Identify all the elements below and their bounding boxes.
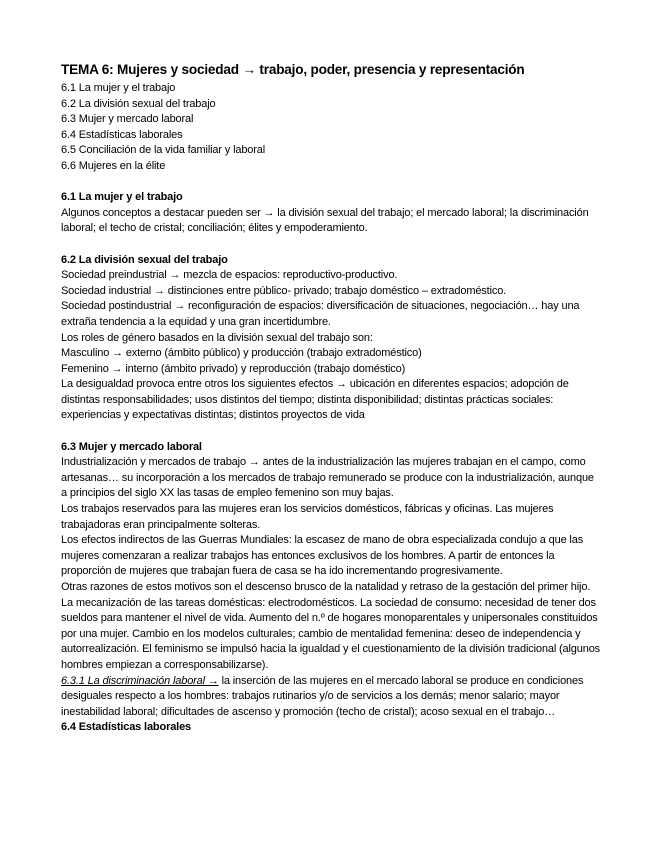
section-6-3 — [61, 440, 601, 721]
toc-item: 6.4 Estadísticas laborales — [61, 128, 183, 141]
section-heading: 6.4 Estadísticas laborales — [61, 721, 192, 734]
document-title: TEMA 6: Mujeres y sociedad → trabajo, poder, presencia y representación — [61, 62, 525, 77]
toc-item: 6.2 La división sexual del trabajo — [61, 97, 216, 110]
section-6-2 — [61, 253, 601, 425]
paragraph: Otras razones de estos motivos son el descenso brusco de la natalidad y retraso de la gestación del primer hijo. La mecanización de las tareas domésticas: electrodomésticos. La sociedad de consumo: necesidad de tener dos sueldos para mantener el nivel de vida. Aumento del n.º de hogares monoparentales y unipersonales constituidos por una mujer. Cambio en los modelos culturales; cambio de mentalidad femenina: deseo de independencia y autorrealización. El feminismo se impulsó hacia la igualdad y el cuestionamiento de la división tradicional (algunos hombres empiezan a corresponsabilizarse). — [61, 581, 601, 671]
paragraph: Los trabajos reservados para las mujeres eran los servicios domésticos, fábricas y oficinas. Las mujeres trabajadoras eran principalmente solteras. — [61, 503, 554, 531]
section-6-4 — [61, 720, 601, 736]
document-page — [61, 60, 601, 736]
paragraph: Sociedad preindustrial → mezcla de espacios: reproductivo-productivo. — [61, 269, 398, 282]
section-heading: 6.3 Mujer y mercado laboral — [61, 440, 202, 453]
toc-item: 6.3 Mujer y mercado laboral — [61, 113, 194, 126]
subsection-text: la inserción de las mujeres en el mercado laboral se produce en condiciones desiguales respecto a los hombres: trabajos rutinarios y/o de servicios a los demás; menor salario; mayor inestabilidad laboral; dificultades de ascenso y promoción (techo de cristal); acoso sexual en el trabajo… — [61, 674, 584, 718]
paragraph: La desigualdad provoca entre otros los siguientes efectos → ubicación en diferentes espacios; adopción de distintas responsabilidades; usos distintos del tiempo; distinta disponibilidad; distintas prácticas sociales: experiencias y expectativas distintas; distintos proyectos de vida — [61, 378, 569, 422]
paragraph: Sociedad industrial → distinciones entre público- privado; trabajo doméstico – extradoméstico. — [61, 284, 507, 297]
paragraph: Industrialización y mercados de trabajo → antes de la industrialización las mujeres trabajan en el campo, como artesanas… su incorporación a los mercados de trabajo remunerado se produce con la industrialización, aunque a principios del siglo XX las tasas de empleo femenino son muy bajas. — [61, 456, 594, 500]
toc-item: 6.1 La mujer y el trabajo — [61, 82, 176, 94]
paragraph: Sociedad postindustrial → reconfiguración de espacios: diversificación de situaciones, negociación… hay una extraña tendencia a la equidad y una gran incertidumbre. — [61, 300, 580, 328]
paragraph: Masculino → externo (ámbito público) y producción (trabajo extradoméstico) — [61, 347, 422, 360]
section-6-1 — [61, 190, 601, 237]
section-heading: 6.2 La división sexual del trabajo — [61, 253, 228, 266]
table-of-contents — [61, 81, 601, 175]
subsection-paragraph — [61, 674, 601, 721]
paragraph: Los roles de género basados en la división sexual del trabajo son: — [61, 331, 373, 344]
subsection-link[interactable]: 6.3.1 La discriminación laboral → — [61, 674, 219, 687]
paragraph: Algunos conceptos a destacar pueden ser → la división sexual del trabajo; el mercado laboral; la discriminación laboral; el techo de cristal; conciliación; élites y empoderamiento. — [61, 206, 589, 235]
section-heading: 6.1 La mujer y el trabajo — [61, 191, 183, 204]
toc-item: 6.6 Mujeres en la élite — [61, 159, 166, 172]
paragraph: Femenino → interno (ámbito privado) y reproducción (trabajo doméstico) — [61, 362, 406, 375]
paragraph: Los efectos indirectos de las Guerras Mundiales: la escasez de mano de obra especializada condujo a que las mujeres comenzaran a realizar trabajos has entonces exclusivos de los hombres. A partir de entonces la proporción de mujeres que trabajan fuera de casa se ha ido incrementando progresivamente. — [61, 534, 584, 578]
toc-item: 6.5 Conciliación de la vida familiar y laboral — [61, 144, 266, 157]
